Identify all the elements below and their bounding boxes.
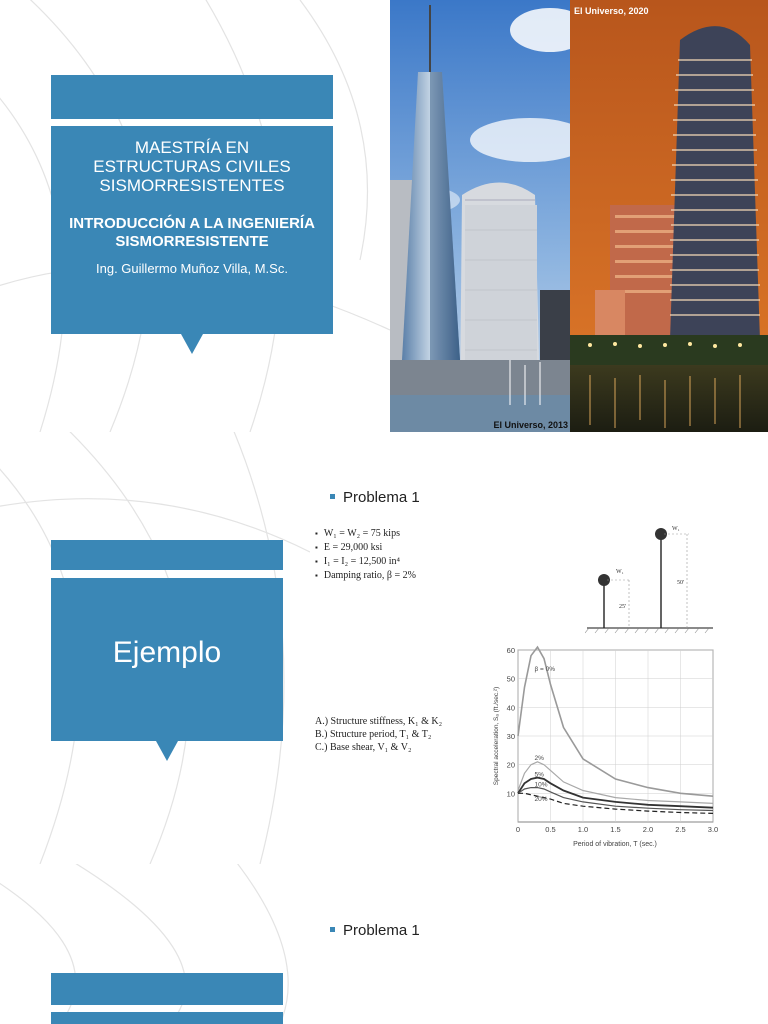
problem-properties [315,527,416,583]
panel-pointer [181,334,203,354]
bullet-marker [330,927,335,932]
property-weight: ▪ W₁ = W₂ = 75 kips [315,527,416,541]
subtitle-line-1: INTRODUCCIÓN A LA INGENIERÍA [69,215,315,232]
photo2-caption: El Universo, 2020 [574,6,649,16]
y-tick-label: 30 [506,732,515,741]
presentation-title [51,138,333,195]
series-label: β = 0% [534,666,556,674]
heading-panel [51,578,283,741]
property-inertia: ▪ I₁ = I₂ = 12,500 in⁴ [315,555,416,569]
y-tick-label: 20 [506,760,515,770]
question-base-shear: C.) Base shear, V₁ & V₂ [315,742,412,753]
title-top-bar [51,75,333,119]
label-height-tall: 50' [677,580,685,586]
photo1-caption: El Universo, 2013 [493,420,568,430]
problem-questions [315,715,442,754]
author-name: Ing. Guillermo Muñoz Villa, M.Sc. [96,261,288,276]
label-w-short: W₁ [616,569,624,575]
y-tick-label: 50 [506,674,515,684]
title-line-2: ESTRUCTURAS CIVILES [93,157,291,176]
problem-title: Problema 1 [343,922,420,939]
series-label: 2% [534,754,544,762]
response-spectrum-chart [488,640,723,860]
property-damping: ▪ Damping ratio, β = 2% [315,569,416,583]
x-tick-label: 2.0 [642,825,654,834]
question-stiffness: A.) Structure stiffness, K₁ & K₂ [315,716,443,727]
x-tick-label: 1.0 [577,825,589,834]
heading-panel [51,1012,283,1024]
photo-skyscraper-night [570,0,768,432]
night-tower-illustration [570,0,768,432]
chart-y-label: Spectral acceleration, Sₐ (ft./sec.²) [493,686,500,786]
label-w-tall: W₁ [672,526,680,532]
problem-slide[interactable] [0,864,768,1024]
problem-title: Problema 1 [343,489,420,506]
x-tick-label: 3.0 [707,825,719,834]
title-panel [51,126,333,334]
series-label: 20% [534,796,548,804]
y-tick-label: 10 [506,789,515,799]
chart-x-label: Period of vibration, T (sec.) [573,841,657,848]
x-tick-label: 0 [515,825,521,834]
problem-bullet [330,922,420,939]
heading-top-bar [51,973,283,1005]
title-line-1: MAESTRÍA EN [134,138,250,157]
slide-heading: Ejemplo [112,636,222,669]
y-tick-label: 60 [506,646,515,655]
presentation-subtitle [51,215,333,251]
photo-skyscraper-glass [390,0,570,432]
structure-diagram [585,520,715,635]
series-label: 10% [534,781,548,789]
property-modulus: ▪ E = 29,000 ksi [315,541,416,555]
question-period: B.) Structure period, T₁ & T₂ [315,729,432,740]
x-tick-label: 1.5 [610,825,621,834]
problem-bullet [330,489,420,506]
bullet-marker [330,494,335,499]
x-tick-label: 0.5 [545,825,556,834]
skyscraper-illustration [390,0,570,432]
subtitle-line-2: SISMORRESISTENTE [115,233,269,250]
example-slide[interactable] [0,432,768,864]
heading-top-bar [51,540,283,570]
panel-pointer [156,741,178,761]
y-tick-label: 40 [506,703,515,713]
series-label: 5% [534,771,544,779]
title-line-3: SISMORRESISTENTES [99,176,285,195]
label-height-short: 25' [619,604,627,610]
x-tick-label: 2.5 [675,825,686,834]
title-slide[interactable] [0,0,768,432]
